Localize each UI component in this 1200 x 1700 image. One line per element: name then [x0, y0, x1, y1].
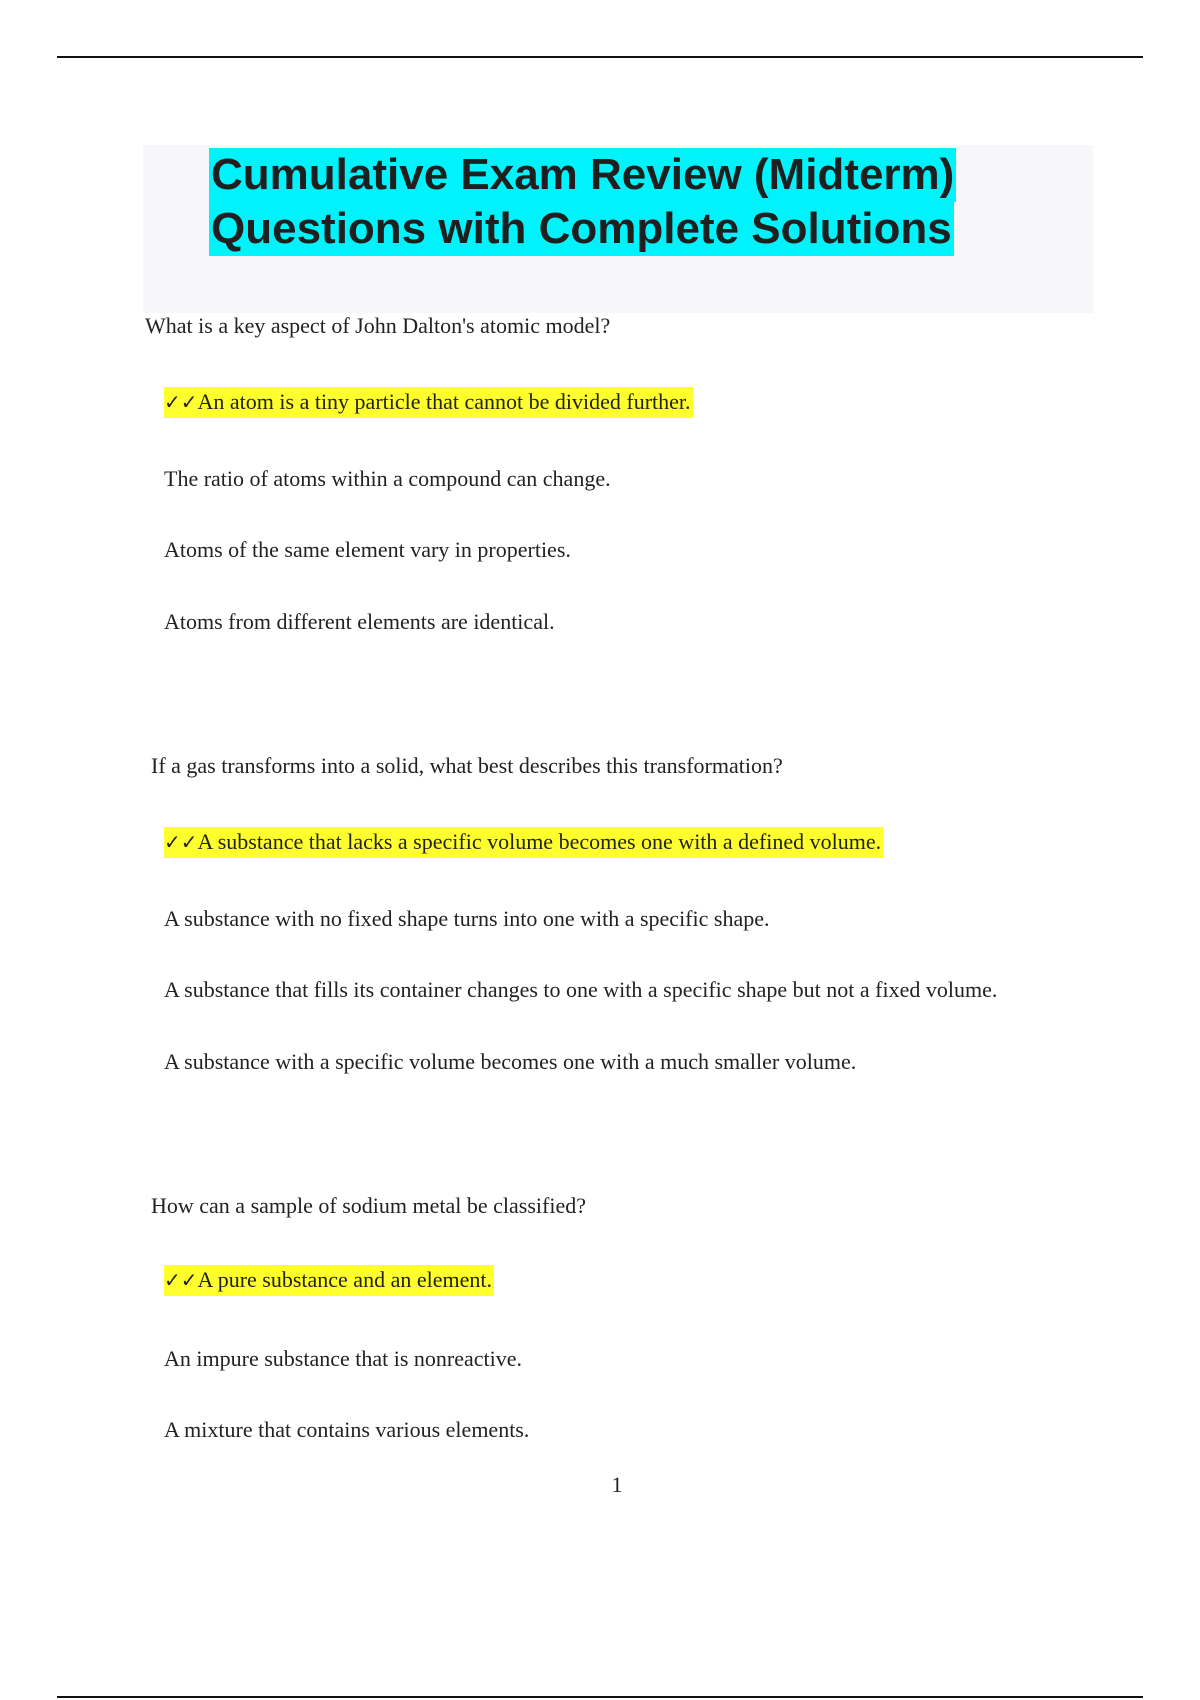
page-number: 1	[611, 1472, 623, 1497]
document-title	[209, 148, 956, 256]
top-rule	[57, 56, 1143, 58]
answer-highlight	[164, 1265, 494, 1296]
correct-answer-1	[164, 389, 693, 415]
correct-answer-text: A substance that lacks a specific volume becomes one with a defined volume.	[197, 829, 882, 854]
option-3-2: A mixture that contains various elements.	[164, 1417, 530, 1442]
checkmark-icon: ✓✓	[164, 390, 198, 414]
option-3-1: An impure substance that is nonreactive.	[164, 1346, 523, 1371]
correct-answer-3	[164, 1267, 494, 1293]
checkmark-icon: ✓✓	[164, 830, 198, 854]
question-1: What is a key aspect of John Dalton's atomic model?	[145, 313, 611, 338]
question-2: If a gas transforms into a solid, what best describes this transformation?	[151, 753, 783, 778]
option-2-1: A substance with no fixed shape turns into one with a specific shape.	[164, 906, 770, 931]
bottom-rule	[57, 1696, 1143, 1698]
answer-highlight	[164, 387, 693, 418]
correct-answer-text: An atom is a tiny particle that cannot be divided further.	[197, 389, 691, 414]
title-line-1: Cumulative Exam Review (Midterm)	[209, 148, 956, 202]
correct-answer-text: A pure substance and an element.	[197, 1267, 492, 1292]
option-2-3: A substance with a specific volume becomes one with a much smaller volume.	[164, 1049, 857, 1074]
title-line-2: Questions with Complete Solutions	[209, 202, 954, 256]
option-1-3: Atoms from different elements are identical.	[164, 609, 555, 634]
option-1-1: The ratio of atoms within a compound can change.	[164, 466, 611, 491]
question-3: How can a sample of sodium metal be classified?	[151, 1193, 586, 1218]
option-1-2: Atoms of the same element vary in properties.	[164, 537, 571, 562]
correct-answer-2	[164, 829, 883, 855]
answer-highlight	[164, 827, 883, 858]
checkmark-icon: ✓✓	[164, 1268, 198, 1292]
option-2-2: A substance that fills its container changes to one with a specific shape but not a fixed volume.	[164, 977, 998, 1002]
